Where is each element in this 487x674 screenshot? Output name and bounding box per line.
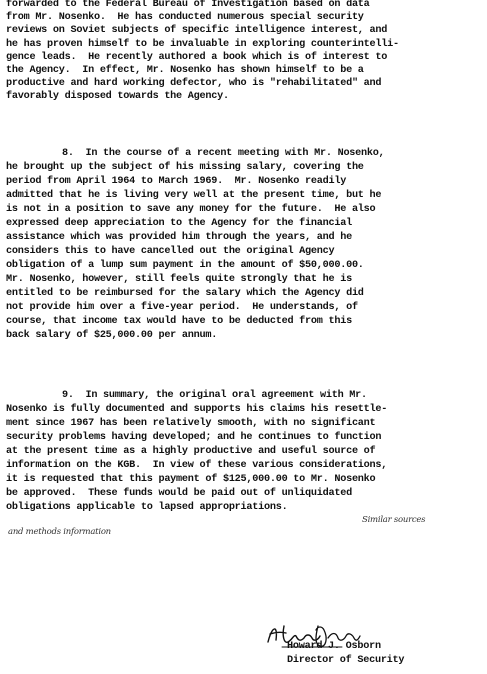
text-line: it is requested that this payment of $125,000.00 to Mr. Nosenko	[6, 474, 376, 485]
signatory-name: Howard J. Osborn	[287, 641, 381, 652]
text-line: gence leads. He recently authored a book which is of interest to	[6, 52, 388, 63]
text-line: admitted that he is living very well at the present time, but he	[6, 190, 382, 201]
text-line: ment since 1967 has been relatively smooth, with no significant	[6, 418, 376, 429]
text-line: course, that income tax would have to be deducted from this	[6, 316, 352, 327]
text-line: forwarded to the Federal Bureau of Investigation based on data	[6, 0, 370, 10]
text-line: back salary of $25,000.00 per annum.	[6, 330, 218, 341]
handwritten-note-line-1: Similar sources	[362, 515, 426, 525]
text-line: information on the KGB. In view of these various considerations,	[6, 460, 388, 471]
text-line: obligations applicable to lapsed appropriations.	[6, 502, 288, 513]
text-line: the Agency. In effect, Mr. Nosenko has shown himself to be a	[6, 65, 364, 76]
text-line: 9. In summary, the original oral agreement with Mr.	[62, 390, 367, 401]
text-line: is not in a position to save any money for the future. He also	[6, 204, 376, 215]
text-line: productive and hard working defector, who is "rehabilitated" and	[6, 78, 382, 89]
text-line: he brought up the subject of his missing salary, covering the	[6, 162, 364, 173]
text-line: considers this to have cancelled out the original Agency	[6, 246, 335, 257]
text-line: assistance which was provided him through the years, and he	[6, 232, 352, 243]
text-line: be approved. These funds would be paid out of unliquidated	[6, 488, 352, 499]
text-line: expressed deep appreciation to the Agency for the financial	[6, 218, 352, 229]
text-line: not provide him over a five-year period. He understands, of	[6, 302, 358, 313]
text-line: security problems having developed; and he continues to function	[6, 432, 382, 443]
text-line: favorably disposed towards the Agency.	[6, 91, 229, 102]
text-line: entitled to be reimbursed for the salary which the Agency did	[6, 288, 364, 299]
text-line: 8. In the course of a recent meeting with Mr. Nosenko,	[62, 148, 385, 159]
text-line: Nosenko is fully documented and supports his claims his resettle-	[6, 404, 388, 415]
signatory-title: Director of Security	[287, 655, 405, 666]
handwritten-note-line-2: and methods information	[8, 527, 111, 537]
text-line: obligation of a lump sum payment in the amount of $50,000.00.	[6, 260, 364, 271]
text-line: he has proven himself to be invaluable in exploring counterintelli-	[6, 39, 399, 50]
text-line: Mr. Nosenko, however, still feels quite strongly that he is	[6, 274, 352, 285]
text-line: from Mr. Nosenko. He has conducted numerous special security	[6, 12, 364, 23]
text-line: period from April 1964 to March 1969. Mr. Nosenko readily	[6, 176, 347, 187]
text-line: at the present time as a highly productive and useful source of	[6, 446, 376, 457]
text-line: reviews on Soviet subjects of specific intelligence interest, and	[6, 25, 388, 36]
